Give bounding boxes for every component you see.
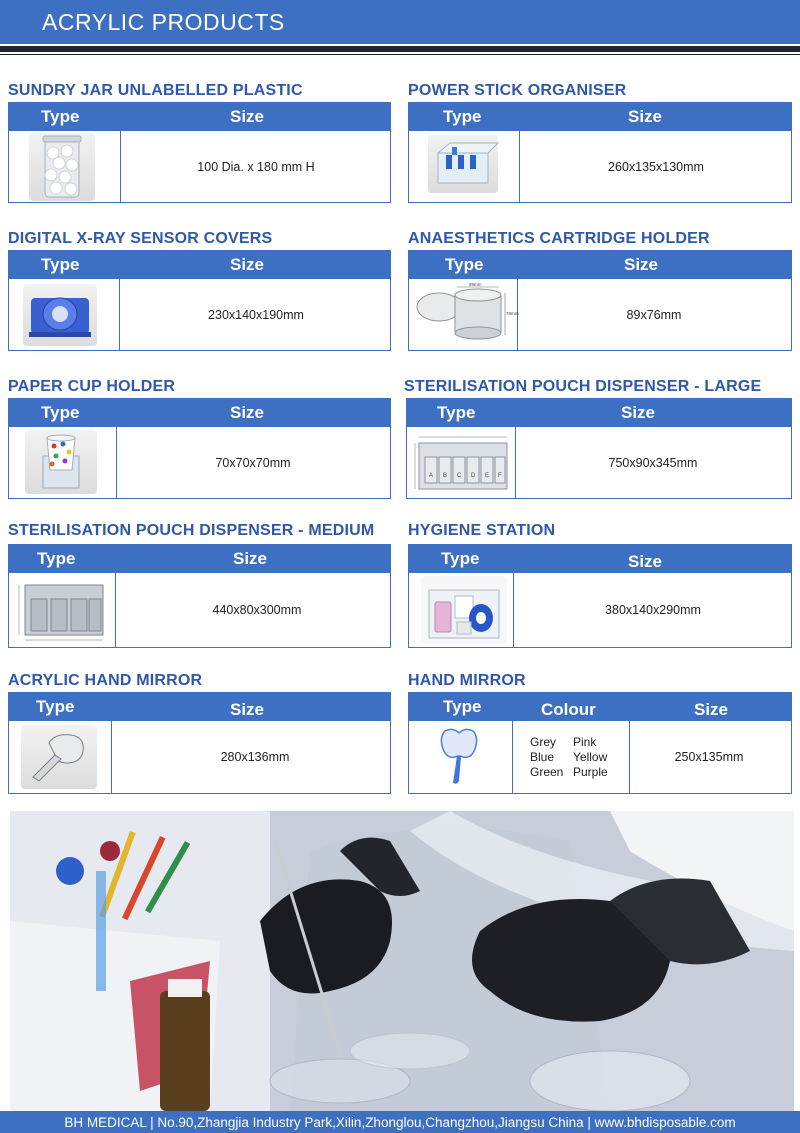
type-header: Type bbox=[41, 403, 80, 422]
product-xray-sensor-covers bbox=[8, 230, 392, 352]
product-hand-mirror bbox=[408, 672, 792, 797]
product-title: PAPER CUP HOLDER bbox=[8, 378, 176, 395]
size-value: 230x140x190mm bbox=[208, 307, 304, 322]
product-title: HYGIENE STATION bbox=[408, 522, 556, 539]
size-header: Size bbox=[230, 107, 265, 126]
product-table bbox=[408, 250, 792, 351]
cartridge-holder-image bbox=[413, 281, 519, 349]
column-divider bbox=[116, 427, 117, 498]
product-table bbox=[408, 544, 792, 648]
product-pouch-dispenser-large bbox=[404, 378, 794, 500]
size-header: Size bbox=[694, 700, 729, 719]
size-value: 750x90x345mm bbox=[608, 455, 698, 470]
product-title: ACRYLIC HAND MIRROR bbox=[8, 672, 203, 689]
colour-item: Yellow bbox=[573, 750, 608, 764]
header-rule bbox=[0, 46, 800, 52]
pouch-slot-letter: B bbox=[443, 473, 448, 479]
colour-header: Colour bbox=[541, 700, 596, 719]
colour-item: Grey bbox=[530, 735, 557, 749]
size-header: Size bbox=[628, 107, 663, 126]
product-table bbox=[8, 398, 391, 499]
product-table bbox=[8, 544, 391, 648]
table-header bbox=[409, 545, 791, 573]
hand-mirror-image bbox=[433, 725, 485, 789]
pouch-slot-letter: A bbox=[429, 473, 434, 479]
pouch-slot-letter: D bbox=[471, 473, 476, 479]
table-header bbox=[9, 693, 390, 721]
product-acrylic-hand-mirror bbox=[8, 672, 392, 797]
product-title: STERILISATION POUCH DISPENSER - MEDIUM bbox=[8, 522, 375, 539]
product-title: ANAESTHETICS CARTRIDGE HOLDER bbox=[408, 230, 710, 247]
product-title: HAND MIRROR bbox=[408, 672, 526, 689]
product-table bbox=[408, 102, 792, 203]
column-divider bbox=[513, 573, 514, 647]
product-hygiene-station bbox=[408, 522, 792, 652]
size-header: Size bbox=[621, 403, 656, 422]
type-header: Type bbox=[445, 255, 484, 274]
product-sundry-jar bbox=[8, 82, 392, 204]
product-table bbox=[8, 692, 391, 794]
power-stick-organiser-image bbox=[428, 135, 498, 193]
xray-sensor-covers-image bbox=[23, 284, 97, 346]
product-power-stick-organiser bbox=[408, 82, 792, 204]
colour-item: Purple bbox=[573, 765, 608, 779]
pouch-slot-letter: F bbox=[498, 473, 502, 479]
product-table bbox=[408, 692, 792, 794]
table-header bbox=[409, 693, 791, 721]
header-rule-thin bbox=[0, 54, 800, 55]
type-header: Type bbox=[443, 107, 482, 126]
size-header: Size bbox=[230, 255, 265, 274]
footer-text: BH MEDICAL | No.90,Zhangjia Industry Park,Xilin,Zhonglou,Changzhou,Jiangsu China | www.bhdisposable.com bbox=[64, 1114, 736, 1130]
type-header: Type bbox=[441, 549, 480, 568]
column-divider bbox=[115, 573, 116, 647]
column-divider bbox=[120, 131, 121, 202]
colour-item: Blue bbox=[530, 750, 555, 764]
page-title: ACRYLIC PRODUCTS bbox=[42, 9, 285, 35]
type-header: Type bbox=[41, 255, 80, 274]
table-header bbox=[409, 103, 791, 131]
size-value: 440x80x300mm bbox=[212, 603, 302, 617]
size-header: Size bbox=[233, 549, 268, 568]
size-value: 260x135x130mm bbox=[608, 159, 704, 174]
sundry-jar-image bbox=[29, 133, 95, 201]
product-table bbox=[406, 398, 792, 499]
column-divider bbox=[629, 721, 630, 793]
size-value: 70x70x70mm bbox=[215, 455, 291, 470]
product-title: DIGITAL X-RAY SENSOR COVERS bbox=[8, 230, 273, 247]
table-header bbox=[409, 251, 791, 279]
type-header: Type bbox=[41, 107, 80, 126]
product-table bbox=[8, 250, 391, 351]
hygiene-station-image bbox=[421, 576, 507, 644]
type-header: Type bbox=[37, 549, 76, 568]
size-header: Size bbox=[628, 552, 663, 571]
colour-list bbox=[530, 735, 623, 780]
product-cartridge-holder bbox=[408, 230, 792, 352]
table-header bbox=[9, 103, 390, 131]
page-header bbox=[0, 0, 800, 44]
size-value: 280x136mm bbox=[220, 750, 290, 764]
colour-item: Green bbox=[530, 765, 564, 779]
product-title: STERILISATION POUCH DISPENSER - LARGE bbox=[404, 378, 762, 395]
page-footer bbox=[0, 1111, 800, 1133]
pouch-dispenser-large-image bbox=[409, 429, 513, 497]
table-header bbox=[9, 251, 390, 279]
column-divider bbox=[111, 721, 112, 793]
product-paper-cup-holder bbox=[8, 378, 392, 500]
size-value: 250x135mm bbox=[674, 750, 744, 764]
size-value: 380x140x290mm bbox=[605, 603, 701, 617]
cartridge-height-label: 76mm bbox=[506, 311, 519, 316]
type-header: Type bbox=[36, 697, 75, 716]
table-header bbox=[9, 399, 390, 427]
table-header bbox=[407, 399, 791, 427]
product-pouch-dispenser-medium bbox=[8, 522, 392, 652]
column-divider bbox=[512, 721, 513, 793]
dental-workstation-photo bbox=[10, 811, 794, 1111]
size-header: Size bbox=[230, 700, 265, 719]
cartridge-width-label: 89mm bbox=[469, 282, 482, 287]
product-table bbox=[8, 102, 391, 203]
acrylic-hand-mirror-image bbox=[21, 725, 97, 789]
size-value: 100 Dia. x 180 mm H bbox=[197, 159, 315, 174]
product-title: POWER STICK ORGANISER bbox=[408, 82, 627, 99]
column-divider bbox=[519, 131, 520, 202]
colour-item: Pink bbox=[573, 735, 597, 749]
pouch-dispenser-medium-image bbox=[11, 577, 111, 645]
pouch-slot-letter: E bbox=[485, 473, 490, 479]
product-title: SUNDRY JAR UNLABELLED PLASTIC bbox=[8, 82, 303, 99]
size-header: Size bbox=[230, 403, 265, 422]
type-header: Type bbox=[443, 697, 482, 716]
pouch-slot-letter: C bbox=[457, 473, 462, 479]
table-header bbox=[9, 545, 390, 573]
size-value: 89x76mm bbox=[626, 307, 682, 322]
size-header: Size bbox=[624, 255, 659, 274]
type-header: Type bbox=[437, 403, 476, 422]
column-divider bbox=[515, 427, 516, 498]
column-divider bbox=[119, 279, 120, 350]
paper-cup-holder-image bbox=[25, 430, 97, 494]
